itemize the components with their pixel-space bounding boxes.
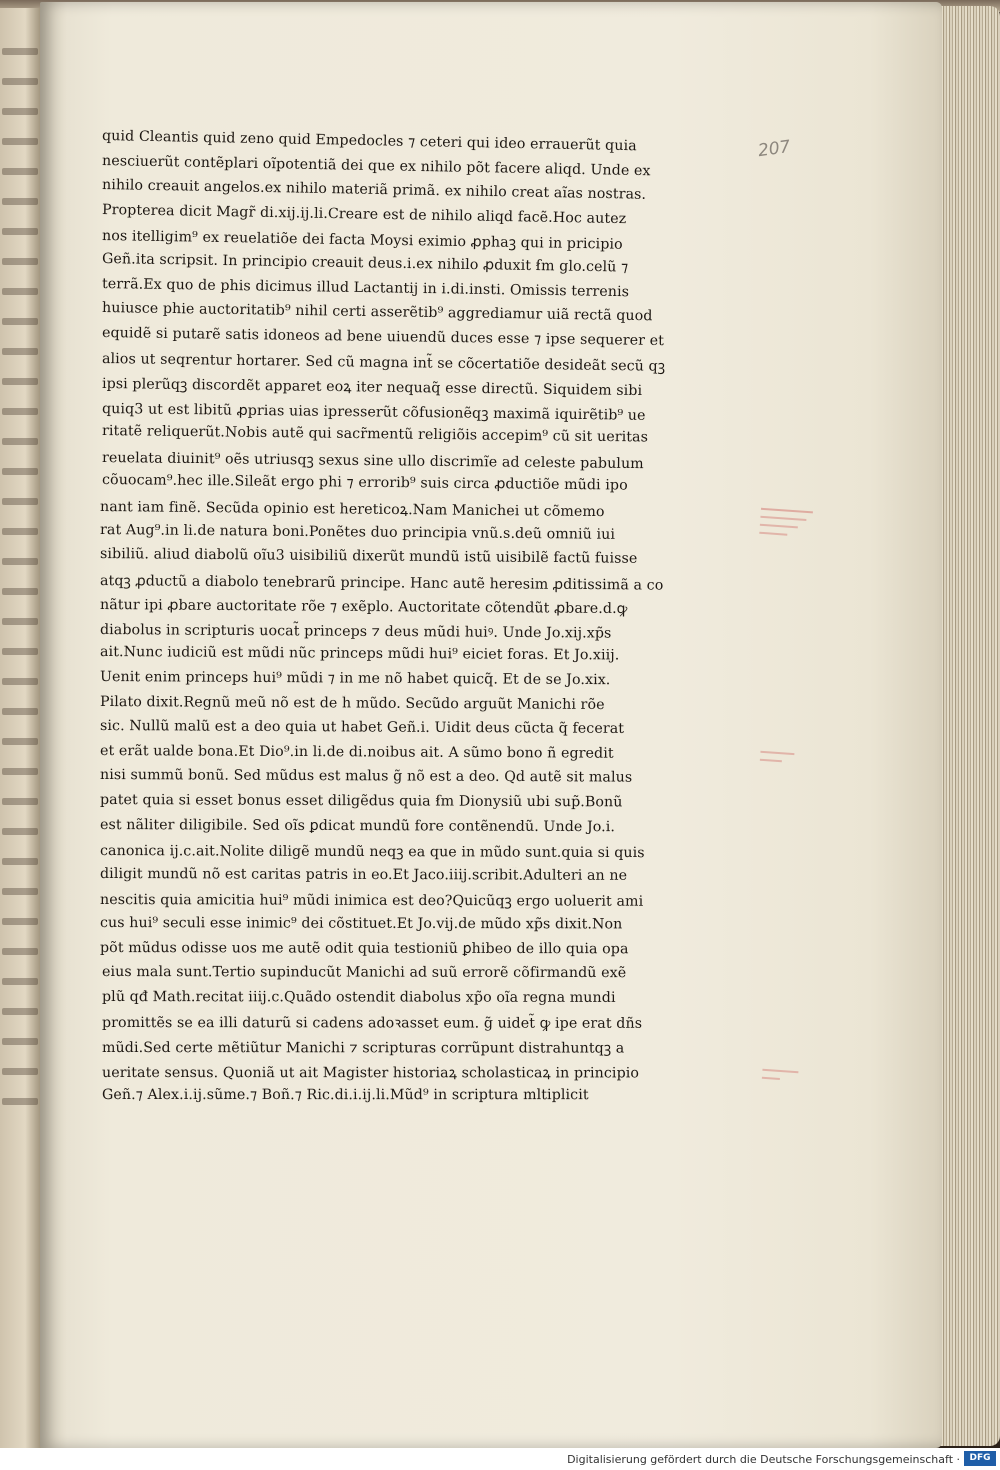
text-line: cus hui⁹ seculi esse inimic⁹ dei cõstituet̃.Et Jo.vij.de mũdo xp̃s dixit.Non — [99, 915, 623, 933]
text-line: nescitis quia amicitia hui⁹ mũdi inimica est deo?Quicũqꝫ ergo uoluerit ami — [99, 892, 644, 911]
page-block-edges — [938, 6, 1000, 1446]
text-line: reuelata diuinit⁹ oẽs utriusqꝫ sexus sine ullo discrimĩe ad celeste pabulum — [101, 449, 644, 472]
text-line: huiusce phie auctoritatib⁹ nihil certi asserẽtib⁹ aggrediamur uiã rectã quod — [101, 300, 653, 325]
text-line: ipsi plerũqꝫ discordẽt apparet eoꝝ iter nequaq̃ esse directũ. Siquidem sibi — [101, 375, 643, 400]
text-line: patet quia si esset bonus esset diligẽdus quia ẜm Dionysiũ ubi sup̃.Bonũ — [99, 792, 623, 811]
text-line: põt mũdus odisse uos me autẽ odit quia testioniũ ꝑhibeo de illo quia opa — [99, 939, 629, 957]
funding-credit: Digitalisierung gefördert durch die Deutsche Forschungsgemeinschaft · — [567, 1453, 960, 1466]
text-line: Geñ.⁊ Alex.i.ij.sũme.⁊ Boñ.⁊ Ric.di.i.ij.li.Mũd⁹ in scriptura mlt̃iplicit̃ — [101, 1087, 589, 1104]
text-line: canonica ij.c.ait.Nolite diligẽ mundũ neqꝫ ea que in mũdo sunt.quia si quis — [99, 843, 645, 862]
text-line: nihilo creauit angelos.ex nihilo materiã primã. ex nihilo creat aĩas nostras. — [101, 177, 647, 203]
text-line: nos itelligim⁹ ex reuelatiõe dei facta Moysi eximio ꝓphaꝫ qui in pricipio — [101, 228, 623, 254]
text-line: sic. Nullũ malũ est a deo quia ut habet̃ Geñ.i. Uidit deus cũcta q̃ fecerat — [99, 718, 625, 738]
text-line: quiq3 ut est libitũ ꝓprias uias ipresserũt cõfusionẽqꝫ maximã iquirẽtib⁹ ue — [101, 400, 646, 424]
text-line: diligit mundũ nõ est caritas patris in eo.Et Jaco.iiij.scribit̃.Adulteri an ne — [99, 865, 628, 884]
text-line: cõuocam⁹.hec ille.Sileãt ergo phi ⁊ errorib⁹ suis circa ꝓductiõe mũdi ipo — [101, 472, 628, 494]
text-line: rat Aug⁹.in li.de natura boni.Ponẽtes duo principia vnũ.s.deũ omniũ iui — [99, 521, 616, 543]
text-line: Pilato dixit.Regnũ meũ nõ est de h̃ mũdo. Secũdo arguũt Manichi rõe — [99, 693, 605, 713]
text-line: sibiliũ. aliud diabolũ oĩu3 uisibiliũ dixerũt mundũ istũ uisibilẽ factũ fuisse — [99, 546, 638, 567]
footer-bar — [0, 1448, 1000, 1470]
text-line: et erãt ualde bona.Et Dio⁹.in li.de di.noibus ait. A sũmo bono ñ egredit̃ — [99, 742, 614, 762]
text-line: atqꝫ ꝓductũ a diabolo tenebrarũ principe. Hanc autẽ heresim ꝓditissimã a co — [99, 572, 664, 594]
text-line: ait.Nunc iudiciũ est mũdi nũc princeps mũdi hui⁹ eiciet̃ foras. Et Jo.xiij. — [99, 644, 620, 664]
text-line: nisi summũ bonũ. Sed mũdus est malus g̃ nõ est a deo. Qd autẽ sit malus — [99, 767, 633, 787]
text-line: nesciuerũt contẽplari oĩpotentiã dei que ex nihilo põt facere aliqd. Unde ex — [101, 152, 651, 179]
text-line: mũdi.Sed certe mẽtiũtur Manichi ⁊ scripturas corrũpunt distrahuntqꝫ a — [101, 1039, 625, 1057]
text-line: promittẽs se ea illi daturũ si cadens adoꝛasset eum. g̃ uidet̃ ꝙ ipe erat dñs — [101, 1015, 643, 1033]
text-line: Geñ.ita scripsit. In principio creauit deus.i.ex nihilo ꝓduxit ẜm glo.celũ ⁊ — [101, 250, 629, 276]
text-line: alios ut seqrentur hortarer. Sed cũ magna int̃ se cõcertatiõe desideãt secũ qꝫ — [101, 351, 666, 376]
text-line: equidẽ si putarẽ satis idoneos ad bene uiuendũ duces esse ⁊ ipse sequerer et — [101, 324, 665, 349]
text-line: ueritate sensus. Quoniã ut ait Magister historiaꝝ scholasticaꝝ in principio — [101, 1064, 640, 1081]
marginal-annotation — [761, 1066, 826, 1089]
text-line: ritatẽ reliquerũt.Nobis autẽ qui sacr̃mentũ religiõis accepim⁹ cũ sit ueritas — [101, 423, 649, 446]
text-line: nant iam finẽ. Secũda opinio est hereticoꝝ.Nam Manichei ut cõmemo — [99, 498, 605, 521]
dfg-logo: DFG — [964, 1451, 996, 1466]
text-line: Propterea dicit Magr̃ di.xij.ij.li.Creare est de nihilo aliqd facẽ.Hoc autez — [101, 201, 627, 227]
marginal-annotation — [759, 748, 824, 771]
text-line: nãtur ipi ꝓbare auctoritate rõe ⁊ exẽplo. Auctoritate cõtendũt ꝓbare.d.ꝙ — [99, 597, 628, 618]
text-line: eius mala sunt.Tertio supinducũt Manichi ad suũ errorẽ cõfirmandũ exẽ — [101, 964, 627, 982]
folio-number: 207 — [756, 136, 792, 162]
text-line: est nãliter diligibile. Sed oĩs ꝑdicat mundũ fore contẽnendũ. Unde Jo.i. — [99, 816, 616, 835]
text-line: terrã.Ex quo de phis dicimus illud Lactantij in i.di.insti. Omissis terrenis — [101, 275, 630, 300]
marginal-annotation — [759, 505, 825, 544]
text-line: plũ qđ Math.recitat iiij.c.Quãdo ostendit diabolus xp̃o oĩa regna mundi — [101, 988, 616, 1006]
text-line: diabolus in scripturis uocat̃ princeps ⁊ deus mũdi huiꝰ. Unde Jo.xij.xp̃s — [99, 621, 612, 642]
text-column — [100, 128, 740, 1112]
text-line: quid Cleantis quid zeno quid Empedocles ⁊ ceteri qui ideo errauerũt quia — [101, 128, 637, 155]
left-page-edge — [0, 8, 44, 1448]
text-line: Uenit enim princeps hui⁹ mũdi ⁊ in me nõ habet quicq̃. Et de se Jo.xix. — [99, 669, 611, 689]
